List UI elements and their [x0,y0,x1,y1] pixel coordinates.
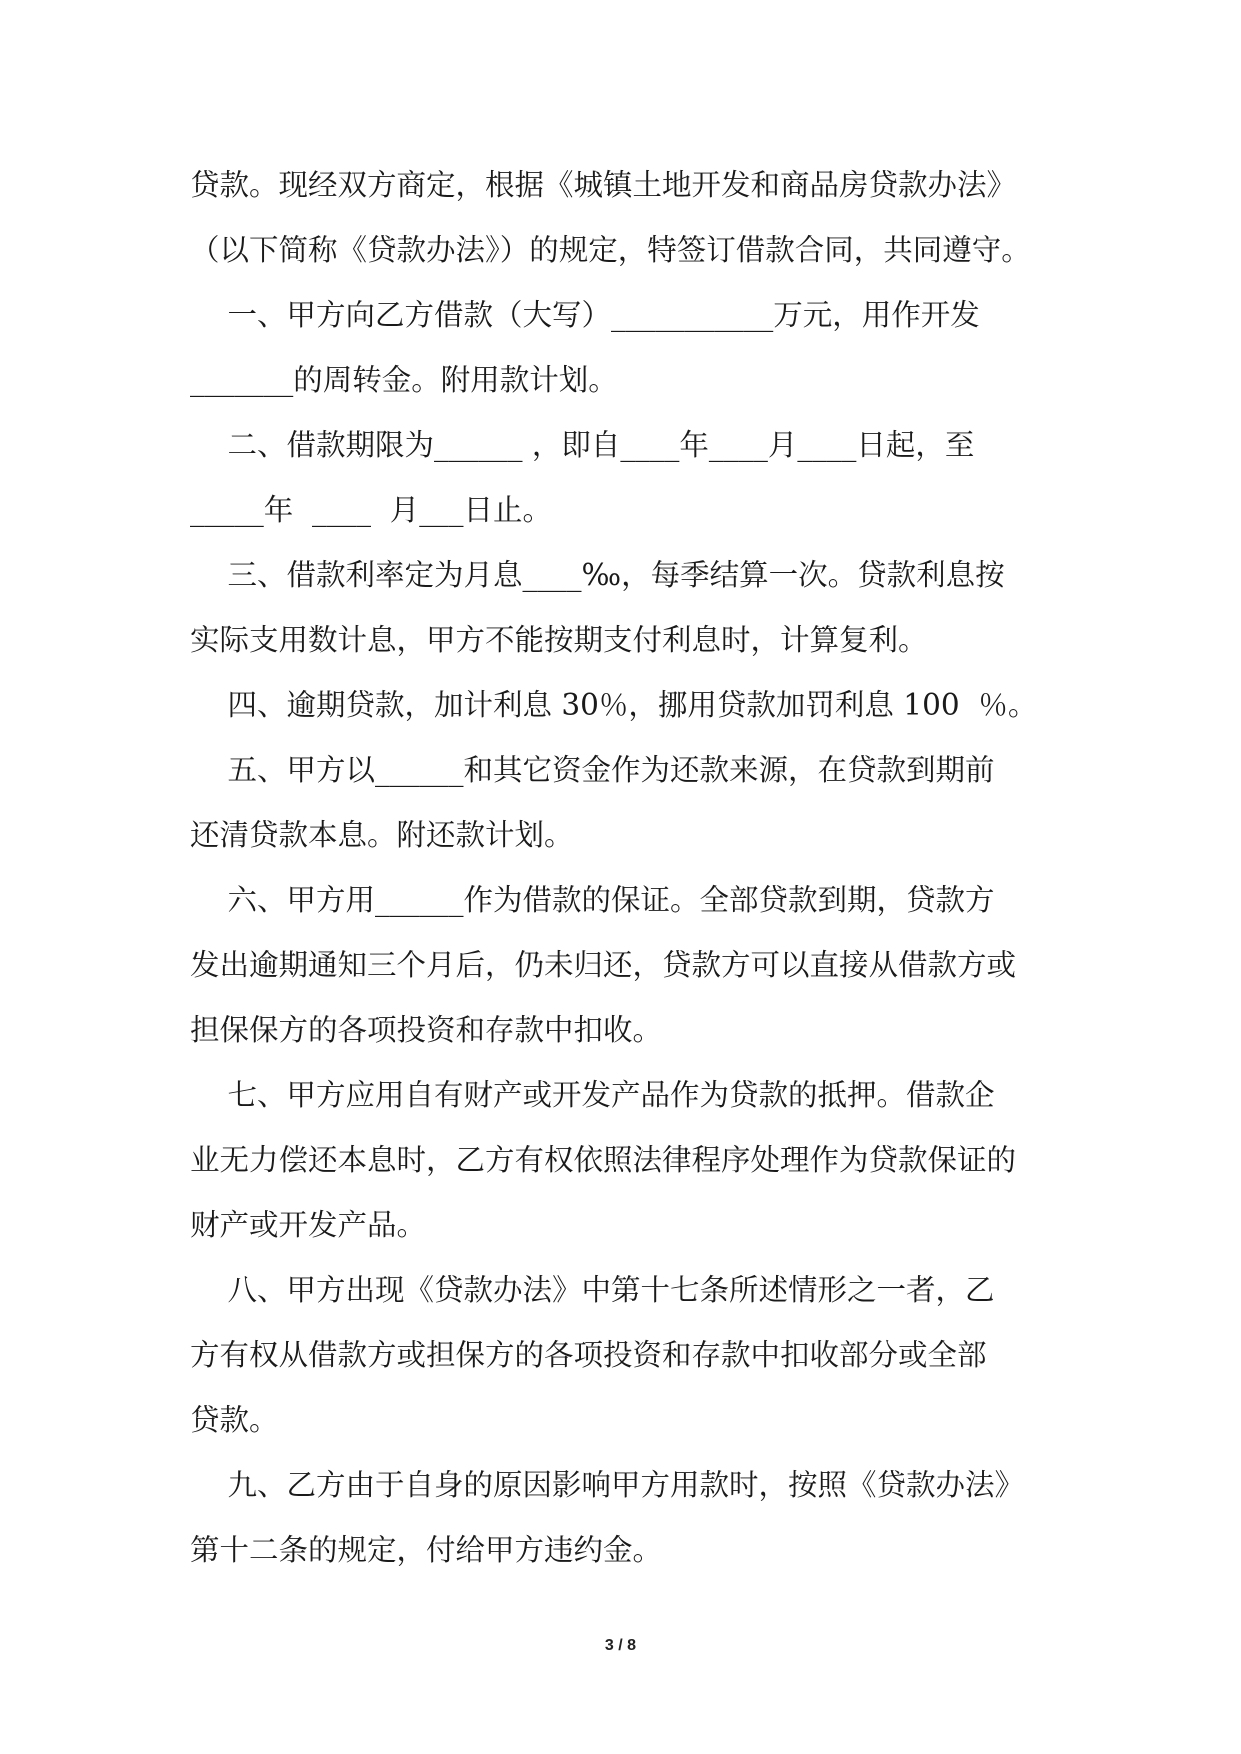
text-line: 八、甲方出现《贷款办法》中第十七条所述情形之一者，乙 [190,1273,995,1307]
text-line: （以下简称《贷款办法》）的规定，特签订借款合同，共同遵守。 [190,233,1031,267]
text-line: 九、乙方由于自身的原因影响甲方用款时，按照《贷款办法》 [190,1468,1025,1502]
text-line: 发出逾期通知三个月后，仍未归还，贷款方可以直接从借款方或 [190,948,1017,982]
text-line: 五、甲方以______和其它资金作为还款来源，在贷款到期前 [190,753,995,787]
text-line: 第十二条的规定，付给甲方违约金。 [190,1533,663,1567]
text-line: _____年 ____ 月___日止。 [190,493,553,527]
text-line: 业无力偿还本息时，乙方有权依照法律程序处理作为贷款保证的 [190,1143,1017,1177]
document-body [190,153,1062,1583]
text-line: 贷款。现经双方商定，根据《城镇土地开发和商品房贷款办法》 [190,168,1017,202]
text-line: 三、借款利率定为月息____‰，每季结算一次。贷款利息按 [190,558,1005,592]
text-line: 六、甲方用______作为借款的保证。全部贷款到期，贷款方 [190,883,995,917]
text-line: 财产或开发产品。 [190,1208,427,1242]
text-line: 担保保方的各项投资和存款中扣收。 [190,1013,663,1047]
text-line: 贷款。 [190,1403,279,1437]
text-line: 七、甲方应用自有财产或开发产品作为贷款的抵押。借款企 [190,1078,995,1112]
text-line: 方有权从借款方或担保方的各项投资和存款中扣收部分或全部 [190,1338,987,1372]
text-line: 还清贷款本息。附还款计划。 [190,818,574,852]
text-line: _______的周转金。附用款计划。 [190,363,618,397]
page-number: 3 / 8 [604,1637,637,1654]
text-line: 二、借款期限为______ ，即自____年____月____日起，至 [190,428,975,462]
text-line: 一、甲方向乙方借款（大写）___________万元，用作开发 [190,298,980,332]
text-line: 实际支用数计息，甲方不能按期支付利息时，计算复利。 [190,623,928,657]
text-line: 四、逾期贷款，加计利息 30％，挪用贷款加罚利息 100 ％。 [190,688,1038,722]
